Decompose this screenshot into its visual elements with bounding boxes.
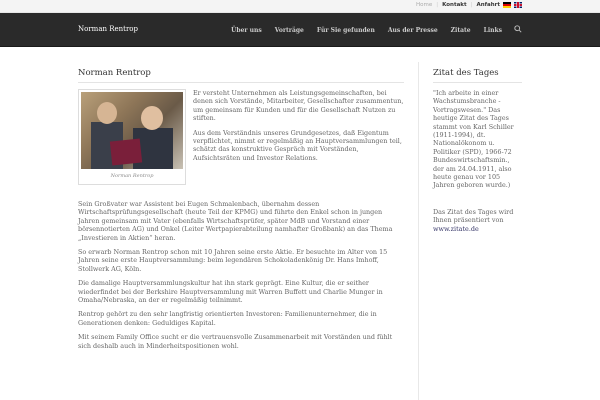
nav-aus-der-presse[interactable]: Aus der Presse <box>387 26 438 34</box>
german-flag-icon[interactable] <box>503 2 511 8</box>
english-flag-icon[interactable] <box>514 2 522 8</box>
body-paragraph: Rentrop gehört zu den sehr langfristig orientierten Investoren: Familienunternehmer, die in Generationen denken: Geduldiges Kapital. <box>78 310 377 327</box>
top-link-separator: | <box>436 2 439 8</box>
top-links <box>416 2 522 8</box>
main-nav <box>218 26 522 34</box>
body-paragraph: Sein Großvater war Assistent bei Eugen Schmalenbach, übernahm dessen Wirtschaftsprüfungsgesellschaft (heute Teil der KPMG) und führte den Enkel schon in jungen Jahren gemeinsam mit Vater (ebenfalls Wirtschaftsprüfer, später MdB und Vorstand einer börsennotierten AG) und Onkel (Leiter Wertpapierabteilung namhafter Großbank) an das Thema „Investieren in Aktien“ heran. <box>78 200 393 242</box>
body-paragraph: So erwarb Norman Rentrop schon mit 10 Jahren seine erste Aktie. Er besuchte im Alter von 15 Jahren seine erste Hauptversammlung: beim legendären Schokoladenkönig Dr. Hans Imhoff, Stollwerk AG, Köln. <box>78 248 388 273</box>
main-content <box>78 68 404 356</box>
body-text <box>78 200 404 350</box>
sidebar-title: Zitat des Tages <box>433 68 522 83</box>
page-title: Norman Rentrop <box>78 68 404 83</box>
top-link-home[interactable]: Home <box>415 2 433 8</box>
search-icon[interactable] <box>514 25 522 33</box>
sidebar <box>418 62 522 400</box>
site-header <box>0 13 600 47</box>
nav-vortraege[interactable]: Vorträge <box>274 26 304 34</box>
portrait-figure <box>78 89 186 185</box>
top-link-kontakt[interactable]: Kontakt <box>442 2 467 8</box>
quote-credit <box>433 208 522 233</box>
nav-fuer-sie-gefunden[interactable]: Für Sie gefunden <box>316 26 375 34</box>
top-utility-bar <box>0 0 600 13</box>
top-link-anfahrt[interactable]: Anfahrt <box>476 2 500 8</box>
body-paragraph: Mit seinem Family Office sucht er die vertrauensvolle Zusammenarbeit mit Vorständen und fühlt sich deshalb auch in Minderheitspositionen wohl. <box>78 333 393 350</box>
portrait-photo <box>81 92 183 169</box>
nav-links[interactable]: Links <box>483 26 502 34</box>
quote-credit-text: Das Zitat des Tages wird Ihnen präsentiert von <box>433 207 514 225</box>
site-brand[interactable]: Norman Rentrop <box>78 25 139 33</box>
top-link-separator: | <box>470 2 473 8</box>
nav-ueber-uns[interactable]: Über uns <box>231 26 262 34</box>
intro-section <box>78 89 404 199</box>
intro-paragraph: Er versteht Unternehmen als Leistungsgemeinschaften, bei denen sich Vorstände, Mitarbeiter, Gesellschafter zusammentun, um gemeinsam für Kunden und für die Gesellschaft Nutzen zu stiften. <box>193 89 404 123</box>
intro-paragraph: Aus dem Verständnis unseres Grundgesetzes, daß Eigentum verpflichtet, nimmt er regelmäßig an Hauptversammlungen teil, schätzt das konstruktive Gespräch mit Vorständen, Aufsichtsräten und Investor Relations. <box>193 128 402 162</box>
zitate-link[interactable]: www.zitate.de <box>433 224 479 233</box>
intro-text <box>193 89 404 168</box>
body-paragraph: Die damalige Hauptversammlungskultur hat ihn stark geprägt. Eine Kultur, die er seither wiederfindet bei der Berkshire Hauptversammlung mit Warren Buffett und Charlie Munger in Omaha/Nebraska, an der er regelmäßig teilnimmt. <box>78 279 383 305</box>
nav-zitate[interactable]: Zitate <box>450 26 471 34</box>
photo-caption: Norman Rentrop <box>110 173 154 179</box>
quote-of-the-day: "Ich arbeite in einer Wachstumsbranche - Vortragswesen." Das heutige Zitat des Tages stammt von Karl Schiller (1911-1994), dt. Nationalökonom u. Politiker (SPD), 1966-72 Bundeswirtschaftsmin., der am 24.04.1911, also heute genau vor 105 Jahren geboren wurde.) <box>433 89 514 190</box>
